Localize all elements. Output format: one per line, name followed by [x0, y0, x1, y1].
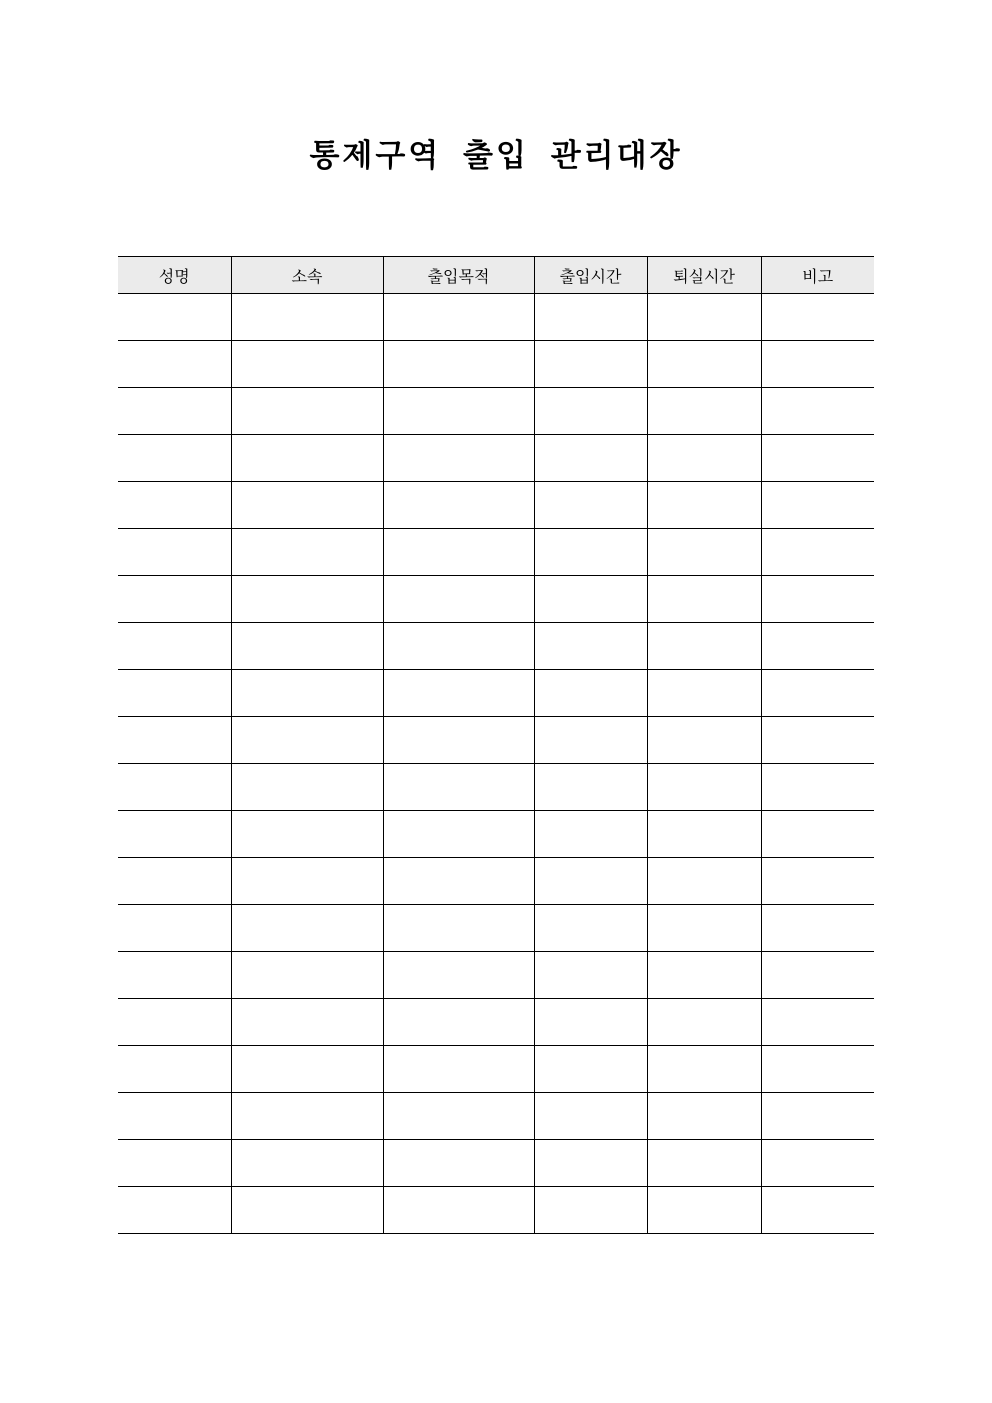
- cell-purpose[interactable]: [383, 435, 534, 482]
- cell-affiliation[interactable]: [231, 905, 383, 952]
- cell-remarks[interactable]: [761, 952, 874, 999]
- cell-affiliation[interactable]: [231, 1140, 383, 1187]
- cell-exit-time[interactable]: [647, 294, 761, 341]
- cell-remarks[interactable]: [761, 529, 874, 576]
- cell-name[interactable]: [118, 764, 231, 811]
- cell-purpose[interactable]: [383, 764, 534, 811]
- table-row: [118, 858, 874, 905]
- cell-purpose[interactable]: [383, 623, 534, 670]
- column-header-affiliation: 소속: [231, 257, 383, 294]
- cell-affiliation[interactable]: [231, 858, 383, 905]
- column-header-name: 성명: [118, 257, 231, 294]
- cell-name[interactable]: [118, 435, 231, 482]
- cell-remarks[interactable]: [761, 1093, 874, 1140]
- cell-entry-time[interactable]: [534, 952, 647, 999]
- cell-purpose[interactable]: [383, 1046, 534, 1093]
- cell-entry-time[interactable]: [534, 717, 647, 764]
- cell-entry-time[interactable]: [534, 1093, 647, 1140]
- cell-entry-time[interactable]: [534, 435, 647, 482]
- cell-remarks[interactable]: [761, 858, 874, 905]
- cell-affiliation[interactable]: [231, 670, 383, 717]
- cell-exit-time[interactable]: [647, 764, 761, 811]
- cell-purpose[interactable]: [383, 811, 534, 858]
- cell-entry-time[interactable]: [534, 482, 647, 529]
- cell-entry-time[interactable]: [534, 670, 647, 717]
- column-header-remarks: 비고: [761, 257, 874, 294]
- table-row: [118, 1187, 874, 1234]
- cell-entry-time[interactable]: [534, 1187, 647, 1234]
- cell-entry-time[interactable]: [534, 576, 647, 623]
- column-header-entry-time: 출입시간: [534, 257, 647, 294]
- cell-name[interactable]: [118, 623, 231, 670]
- cell-affiliation[interactable]: [231, 482, 383, 529]
- cell-exit-time[interactable]: [647, 482, 761, 529]
- cell-name[interactable]: [118, 576, 231, 623]
- cell-affiliation[interactable]: [231, 388, 383, 435]
- cell-entry-time[interactable]: [534, 905, 647, 952]
- cell-exit-time[interactable]: [647, 623, 761, 670]
- cell-affiliation[interactable]: [231, 576, 383, 623]
- table-row: [118, 482, 874, 529]
- cell-exit-time[interactable]: [647, 1187, 761, 1234]
- table-header-row: [118, 257, 874, 294]
- cell-affiliation[interactable]: [231, 294, 383, 341]
- cell-entry-time[interactable]: [534, 1140, 647, 1187]
- cell-name[interactable]: [118, 999, 231, 1046]
- table-row: [118, 1140, 874, 1187]
- cell-remarks[interactable]: [761, 1187, 874, 1234]
- cell-remarks[interactable]: [761, 905, 874, 952]
- cell-entry-time[interactable]: [534, 388, 647, 435]
- cell-entry-time[interactable]: [534, 999, 647, 1046]
- cell-name[interactable]: [118, 952, 231, 999]
- cell-affiliation[interactable]: [231, 341, 383, 388]
- column-header-purpose: 출입목적: [383, 257, 534, 294]
- cell-exit-time[interactable]: [647, 999, 761, 1046]
- column-header-exit-time: 퇴실시간: [647, 257, 761, 294]
- cell-affiliation[interactable]: [231, 717, 383, 764]
- cell-purpose[interactable]: [383, 670, 534, 717]
- cell-exit-time[interactable]: [647, 1093, 761, 1140]
- cell-name[interactable]: [118, 482, 231, 529]
- cell-name[interactable]: [118, 1093, 231, 1140]
- cell-exit-time[interactable]: [647, 952, 761, 999]
- table-row: [118, 811, 874, 858]
- cell-purpose[interactable]: [383, 576, 534, 623]
- cell-entry-time[interactable]: [534, 764, 647, 811]
- cell-purpose[interactable]: [383, 482, 534, 529]
- cell-name[interactable]: [118, 811, 231, 858]
- table-row: [118, 717, 874, 764]
- cell-purpose[interactable]: [383, 388, 534, 435]
- cell-exit-time[interactable]: [647, 435, 761, 482]
- table-row: [118, 341, 874, 388]
- cell-affiliation[interactable]: [231, 811, 383, 858]
- cell-name[interactable]: [118, 858, 231, 905]
- cell-purpose[interactable]: [383, 905, 534, 952]
- cell-remarks[interactable]: [761, 999, 874, 1046]
- cell-affiliation[interactable]: [231, 952, 383, 999]
- cell-exit-time[interactable]: [647, 717, 761, 764]
- table-row: [118, 623, 874, 670]
- cell-name[interactable]: [118, 670, 231, 717]
- cell-remarks[interactable]: [761, 435, 874, 482]
- cell-entry-time[interactable]: [534, 341, 647, 388]
- cell-purpose[interactable]: [383, 952, 534, 999]
- cell-affiliation[interactable]: [231, 1046, 383, 1093]
- cell-remarks[interactable]: [761, 1140, 874, 1187]
- access-log-table: [118, 256, 874, 1234]
- cell-remarks[interactable]: [761, 670, 874, 717]
- cell-exit-time[interactable]: [647, 670, 761, 717]
- cell-remarks[interactable]: [761, 623, 874, 670]
- cell-exit-time[interactable]: [647, 1046, 761, 1093]
- cell-purpose[interactable]: [383, 529, 534, 576]
- cell-purpose[interactable]: [383, 858, 534, 905]
- table-row: [118, 764, 874, 811]
- cell-purpose[interactable]: [383, 999, 534, 1046]
- cell-entry-time[interactable]: [534, 858, 647, 905]
- cell-exit-time[interactable]: [647, 388, 761, 435]
- cell-purpose[interactable]: [383, 717, 534, 764]
- table-row: [118, 1093, 874, 1140]
- table-row: [118, 905, 874, 952]
- cell-purpose[interactable]: [383, 294, 534, 341]
- cell-entry-time[interactable]: [534, 294, 647, 341]
- cell-name[interactable]: [118, 341, 231, 388]
- cell-affiliation[interactable]: [231, 764, 383, 811]
- cell-name[interactable]: [118, 529, 231, 576]
- cell-affiliation[interactable]: [231, 623, 383, 670]
- cell-affiliation[interactable]: [231, 1187, 383, 1234]
- cell-remarks[interactable]: [761, 717, 874, 764]
- cell-name[interactable]: [118, 388, 231, 435]
- cell-remarks[interactable]: [761, 388, 874, 435]
- page-title: 통제구역 출입 관리대장: [309, 138, 683, 174]
- cell-name[interactable]: [118, 294, 231, 341]
- table-row: [118, 388, 874, 435]
- cell-affiliation[interactable]: [231, 999, 383, 1046]
- cell-exit-time[interactable]: [647, 529, 761, 576]
- cell-name[interactable]: [118, 717, 231, 764]
- cell-entry-time[interactable]: [534, 623, 647, 670]
- table-row: [118, 1046, 874, 1093]
- table-row: [118, 999, 874, 1046]
- cell-entry-time[interactable]: [534, 1046, 647, 1093]
- cell-remarks[interactable]: [761, 576, 874, 623]
- cell-remarks[interactable]: [761, 811, 874, 858]
- cell-exit-time[interactable]: [647, 1140, 761, 1187]
- cell-exit-time[interactable]: [647, 576, 761, 623]
- cell-exit-time[interactable]: [647, 811, 761, 858]
- table-row: [118, 294, 874, 341]
- cell-exit-time[interactable]: [647, 341, 761, 388]
- cell-name[interactable]: [118, 1046, 231, 1093]
- cell-purpose[interactable]: [383, 1140, 534, 1187]
- table-row: [118, 952, 874, 999]
- cell-remarks[interactable]: [761, 764, 874, 811]
- cell-purpose[interactable]: [383, 341, 534, 388]
- cell-name[interactable]: [118, 1140, 231, 1187]
- cell-purpose[interactable]: [383, 1093, 534, 1140]
- table-body: [118, 294, 874, 1234]
- cell-affiliation[interactable]: [231, 1093, 383, 1140]
- cell-purpose[interactable]: [383, 1187, 534, 1234]
- cell-exit-time[interactable]: [647, 905, 761, 952]
- cell-entry-time[interactable]: [534, 529, 647, 576]
- table-row: [118, 435, 874, 482]
- cell-remarks[interactable]: [761, 294, 874, 341]
- cell-remarks[interactable]: [761, 1046, 874, 1093]
- table-row: [118, 529, 874, 576]
- cell-remarks[interactable]: [761, 341, 874, 388]
- cell-name[interactable]: [118, 1187, 231, 1234]
- table-row: [118, 576, 874, 623]
- cell-affiliation[interactable]: [231, 435, 383, 482]
- cell-affiliation[interactable]: [231, 529, 383, 576]
- cell-name[interactable]: [118, 905, 231, 952]
- cell-exit-time[interactable]: [647, 858, 761, 905]
- table-row: [118, 670, 874, 717]
- cell-remarks[interactable]: [761, 482, 874, 529]
- cell-entry-time[interactable]: [534, 811, 647, 858]
